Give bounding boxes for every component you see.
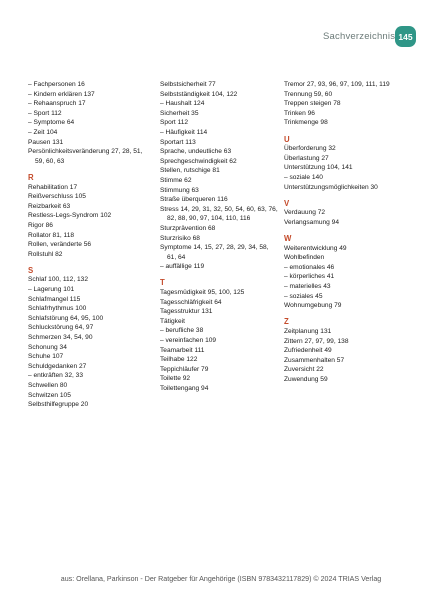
index-entry: Stellen, rutschige 81 bbox=[160, 167, 220, 175]
index-letter-heading: V bbox=[284, 198, 290, 208]
index-entry: – soziales 45 bbox=[284, 292, 323, 300]
index-entry: Selbstständigkeit 104, 122 bbox=[160, 90, 238, 98]
index-entry: Schmerzen 34, 54, 90 bbox=[28, 334, 93, 342]
index-column-1 bbox=[28, 80, 148, 410]
index-entry: Symptome 14, 15, 27, 28, 29, 34, 58, 61, 64 bbox=[160, 244, 269, 261]
index-entry: – Symptome 64 bbox=[28, 119, 75, 127]
index-letter-heading: Z bbox=[284, 317, 289, 327]
index-entry: Schuhe 107 bbox=[28, 353, 64, 361]
index-entry: Trinken 96 bbox=[284, 109, 315, 117]
index-entry: – körperliches 41 bbox=[284, 273, 335, 281]
index-entry: Überlastung 27 bbox=[284, 154, 329, 162]
index-entry: Verdauung 72 bbox=[284, 209, 326, 217]
index-entry: Sport 112 bbox=[160, 119, 189, 127]
index-entry: Stimmung 63 bbox=[160, 186, 199, 194]
index-entry: Selbsthilfegruppe 20 bbox=[28, 401, 89, 409]
index-entry: Restless-Legs-Syndrom 102 bbox=[28, 212, 112, 220]
index-entry: Tätigkeit bbox=[160, 317, 185, 325]
index-entry: Sturzrisiko 68 bbox=[160, 234, 200, 242]
index-entry: Stimme 62 bbox=[160, 176, 192, 184]
index-entry: Schlaf 100, 112, 132 bbox=[28, 276, 89, 284]
index-entry: Sturzprävention 68 bbox=[160, 224, 216, 232]
index-entry: – Häufigkeit 114 bbox=[160, 128, 208, 136]
index-entry: Schuldgedanken 27 bbox=[28, 362, 87, 370]
index-entry: Verlangsamung 94 bbox=[284, 218, 339, 226]
running-header-title: Sachverzeichnis bbox=[323, 31, 396, 42]
index-entry: Zufriedenheit 49 bbox=[284, 347, 332, 355]
index-entry: Stress 14, 29, 31, 32, 50, 54, 60, 63, 76, 82, 88, 90, 97, 104, 110, 116 bbox=[160, 205, 278, 223]
index-entry: Teilhabe 122 bbox=[160, 356, 198, 364]
index-entry: Zeitplanung 131 bbox=[284, 328, 332, 336]
index-letter-heading: T bbox=[160, 278, 165, 288]
index-entry: Rehabilitation 17 bbox=[28, 183, 78, 191]
index-entry: Reißverschluss 105 bbox=[28, 193, 86, 201]
index-entry: Sportart 113 bbox=[160, 138, 196, 146]
index-entry: – Haushalt 124 bbox=[160, 100, 205, 108]
index-entry: Tremor 27, 93, 96, 97, 109, 111, 119 bbox=[284, 81, 390, 88]
index-entry: Toilettengang 94 bbox=[160, 385, 209, 392]
index-entry: Treppen steigen 78 bbox=[284, 100, 341, 108]
index-entry: Teamarbeit 111 bbox=[160, 346, 205, 354]
index-entry: Schlafstörung 64, 95, 100 bbox=[28, 314, 104, 322]
index-entry: Rigor 86 bbox=[28, 221, 53, 229]
index-entry: Sprache, undeutliche 63 bbox=[160, 148, 232, 156]
index-entry: Sicherheit 35 bbox=[160, 109, 199, 117]
index-column-2 bbox=[160, 80, 278, 394]
index-entry: Schluckstörung 64, 97 bbox=[28, 324, 94, 332]
index-letter-heading: W bbox=[284, 234, 292, 244]
index-entry: Zittern 27, 97, 99, 138 bbox=[284, 337, 349, 345]
index-column-3 bbox=[284, 80, 424, 385]
index-entry: Sprechgeschwindigkeit 62 bbox=[160, 157, 237, 165]
index-letter-heading: U bbox=[284, 134, 290, 144]
index-entry: – Kindern erklären 137 bbox=[28, 90, 95, 98]
index-entry: – Zeit 104 bbox=[28, 128, 58, 136]
index-entry: Weiterentwicklung 49 bbox=[284, 244, 347, 252]
index-entry: Unterstützung 104, 141 bbox=[284, 164, 353, 172]
index-entry: Reizbarkeit 63 bbox=[28, 202, 71, 210]
index-entry: Rollen, veränderte 56 bbox=[28, 241, 92, 249]
index-entry: Tagesstruktur 131 bbox=[160, 308, 213, 316]
index-entry: Schwellen 80 bbox=[28, 382, 68, 389]
index-entry: – entkräften 32, 33 bbox=[28, 372, 83, 380]
index-entry: – materielles 43 bbox=[284, 283, 331, 291]
index-entry: – Lagerung 101 bbox=[28, 286, 75, 294]
index-entry: Schonung 34 bbox=[28, 343, 67, 351]
index-entry: Persönlichkeitsveränderung 27, 28, 51, 59, 60, 63 bbox=[28, 148, 143, 165]
index-entry: Wohlbefinden bbox=[284, 254, 325, 262]
index-entry: Straße überqueren 116 bbox=[160, 196, 228, 204]
index-entry: – Sport 112 bbox=[28, 109, 62, 117]
index-entry: Rollator 81, 118 bbox=[28, 231, 75, 239]
index-entry: Rollstuhl 82 bbox=[28, 250, 63, 258]
index-entry: Tagesschläfrigkeit 64 bbox=[160, 298, 222, 306]
index-entry: Schwitzen 105 bbox=[28, 391, 71, 399]
index-entry: Trinkmenge 98 bbox=[284, 119, 328, 127]
index-entry: – auffällige 119 bbox=[160, 263, 205, 271]
source-footer: aus: Orellana, Parkinson - Der Ratgeber für Angehörige (ISBN 9783432117829) © 2024 TRIAS Verlag bbox=[60, 575, 382, 583]
index-entry: – Fachpersonen 16 bbox=[28, 81, 85, 88]
page-number-badge: 145 bbox=[395, 26, 416, 47]
index-entry: Zusammenhalten 57 bbox=[284, 356, 345, 364]
index-letter-heading: R bbox=[28, 172, 34, 182]
index-entry: Unterstützungsmöglichkeiten 30 bbox=[284, 183, 378, 191]
index-entry: Schlafrhythmus 100 bbox=[28, 305, 87, 313]
index-entry: – vereinfachen 109 bbox=[160, 337, 217, 345]
index-entry: Selbstsicherheit 77 bbox=[160, 81, 216, 88]
index-entry: – emotionales 46 bbox=[284, 263, 335, 271]
index-entry: Wohnumgebung 79 bbox=[284, 302, 342, 310]
index-entry: Pausen 131 bbox=[28, 138, 64, 146]
index-entry: – berufliche 38 bbox=[160, 327, 204, 335]
index-letter-heading: S bbox=[28, 265, 34, 275]
index-entry: Zuwendung 59 bbox=[284, 376, 328, 383]
index-entry: Trennung 59, 60 bbox=[284, 90, 333, 98]
index-entry: – soziale 140 bbox=[284, 173, 323, 181]
index-entry: Zuversicht 22 bbox=[284, 366, 324, 374]
index-entry: Teppichläufer 79 bbox=[160, 365, 209, 373]
index-entry: Toilette 92 bbox=[160, 375, 191, 383]
index-entry: Tagesmüdigkeit 95, 100, 125 bbox=[160, 289, 245, 297]
index-entry: Überforderung 32 bbox=[284, 145, 336, 153]
index-entry: Schlafmangel 115 bbox=[28, 295, 81, 303]
index-entry: – Rehaanspruch 17 bbox=[28, 100, 86, 108]
